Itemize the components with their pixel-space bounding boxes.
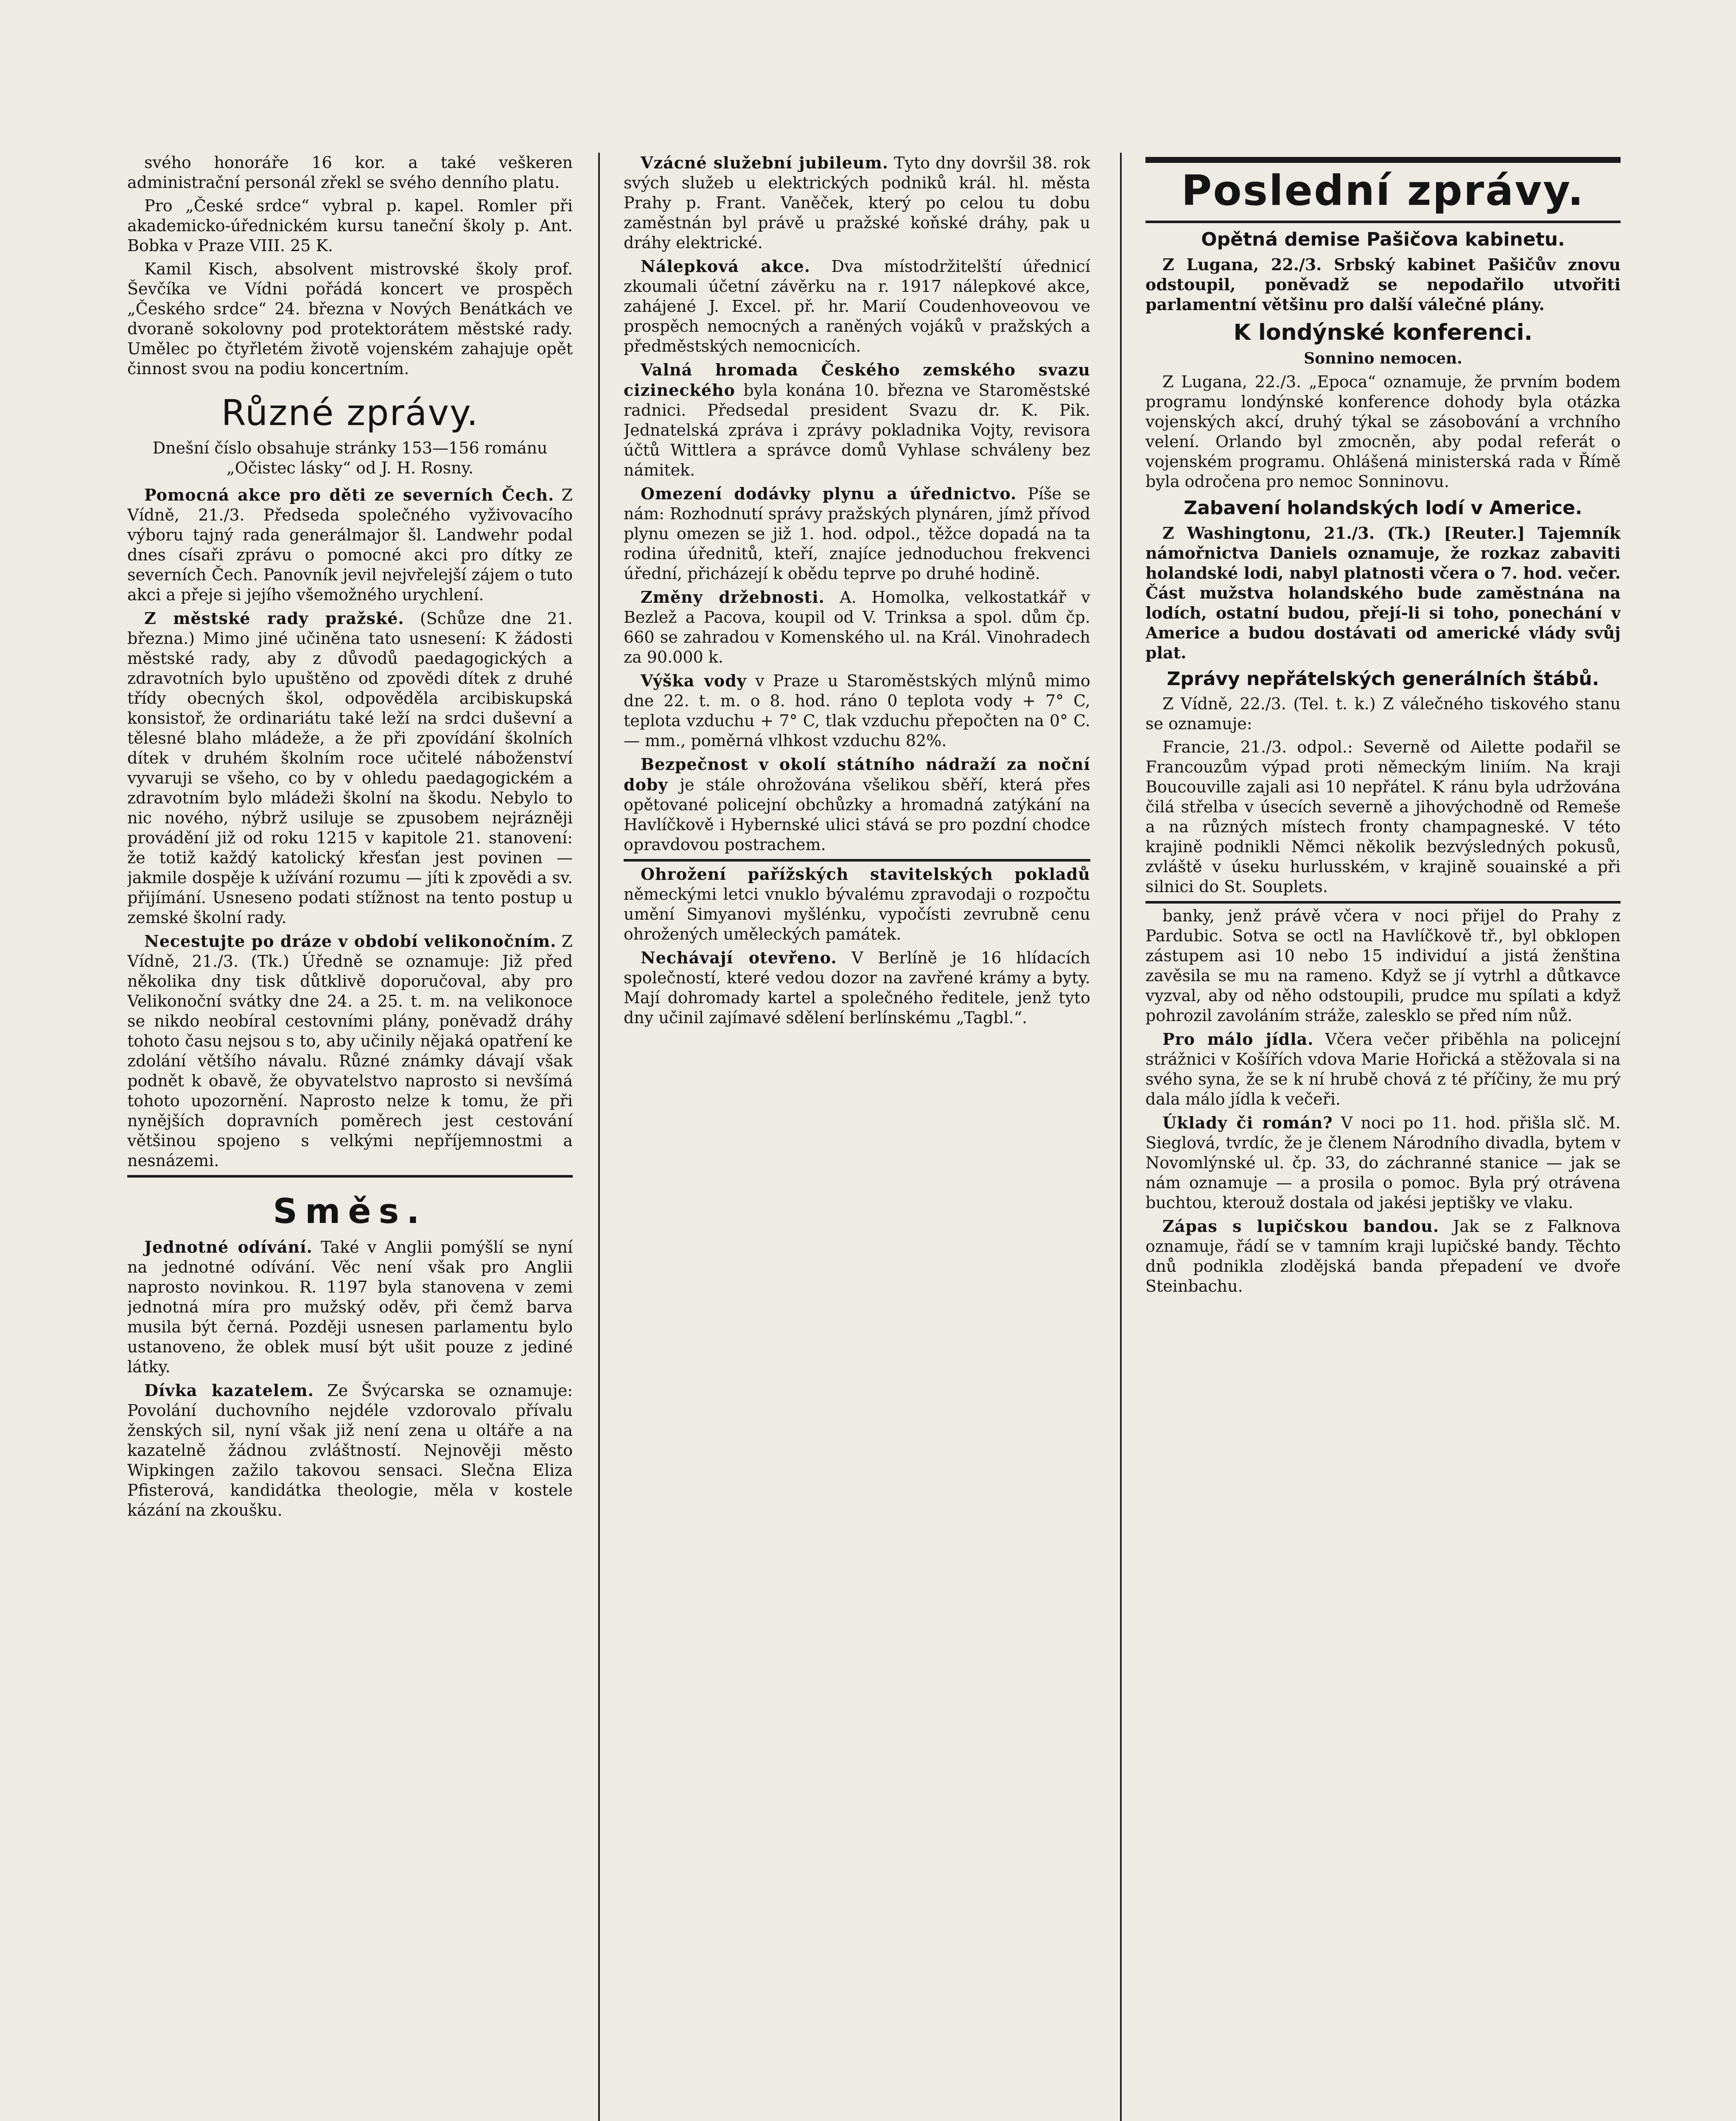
article-lead: Pomocná akce pro děti ze severních Čech. [144, 485, 554, 504]
article-lead: Dívka kazatelem. [144, 1381, 314, 1400]
article-text: Francie, 21./3. odpol.: Severně od Ailette podařil se Francouzům výpad proti německým liniím. Na kraji Boucouville zajali asi 10 nepřátel. K ránu byla udržována čilá střelba v úsecích severně a jihovýchodně od Remeše a na různých místech fronty champagneské. V této krajině podnikli Němci několik bezvýsledných pokusů, zvláště v úseku hurlusském, v krajině souainské a při silnici do St. Souplets. [1145, 738, 1621, 896]
section-divider [624, 859, 1090, 862]
section-intro: Dnešní číslo obsahuje stránky 153—156 románu „Očistec lásky“ od J. H. Rosny. [152, 439, 548, 477]
article-text: Dva místodržitelští úřednicí zkoumali účetní závěrku na r. 1917 nálepkové akce, zahájené J. Excel. př. hr. Marií Coudenhoveovou ve prospěch nemocných a raněných vojáků v pražských a předměstských nemocnicích. [624, 257, 1090, 355]
article [624, 754, 1090, 855]
article-lead: Bezpečnost v okolí státního nádraží za noční doby [624, 755, 1090, 794]
article [624, 484, 1090, 584]
article-lead: Úklady či román? [1162, 1113, 1333, 1132]
article [624, 587, 1090, 667]
article [624, 153, 1090, 253]
article-lead: Necestujte po dráze v období velikonočním. [144, 932, 557, 951]
article [624, 948, 1090, 1028]
article [127, 1380, 573, 1520]
article-text: Z Vídně, 22./3. (Tel. t. k.) Z válečného tiskového stanu se oznamuje: [1145, 694, 1621, 733]
article-text: Jak se z Falknova oznamuje, řádí se v tamním kraji lupičské bandy. Těchto dnů podnikla zlodějská banda přepadení ve dvoře Steinbachu. [1145, 1217, 1621, 1296]
article [624, 360, 1090, 480]
article-text: Z Lugana, 22./3. Srbský kabinet Pašičův znovu odstoupil, poněvadž se nepodařilo utvořiti parlamentní většinu pro další válečné plány. [1145, 255, 1621, 314]
article-lead: Pro málo jídla. [1162, 1030, 1314, 1049]
article [1145, 1216, 1621, 1296]
article [127, 608, 573, 928]
article-lead: Jednotné odívání. [144, 1237, 313, 1256]
column-2 [624, 153, 1090, 2121]
article-lead: Nálepková akce. [641, 257, 811, 276]
section-title-ruzne: Různé zprávy. [221, 392, 479, 434]
article-text: Ze Švýcarska se oznamuje: Povolání duchovního nejdéle vzdorovalo přívalu ženských sil, nyní však již není zena u oltáře a na kazatelně žádnou zvláštností. Nejnověji město Wipkingen zažilo takovou sensaci. Slečna Eliza Pfisterová, kandidátka theologie, měla v kostele kázání na zkoušku. [127, 1381, 573, 1519]
article-text: V Berlíně je 16 hlídacích společností, které vedou dozor na zavřené krámy a byty. Mají dohromady kartel a společného ředitele, jenž tyto dny učinil zajímavé sdělení berlínskému „Tagbl.“. [624, 949, 1090, 1027]
paragraph: Pro „České srdce“ vybral p. kapel. Romler při akademicko-úřednickém kursu taneční školy p. Ant. Bobka v Praze VIII. 25 K. [127, 196, 573, 255]
article [1145, 1113, 1621, 1213]
article-text: německými letci vnuklo bývalému zpravodaji o rozpočtu umění Simyanovi myšlénku, vypočísti zevrubně cenu ohrožených uměleckých památek. [624, 885, 1090, 943]
headline: K londýnské konferenci. [1233, 320, 1533, 345]
article-lead: Vzácné služební jubileum. [641, 153, 889, 172]
section-divider [127, 1175, 573, 1178]
article-text: Z Washingtonu, 21./3. (Tk.) [Reuter.] Tajemník námořnictva Daniels oznamuje, že rozkaz zabaviti holandské lodi, nabyl platnosti včera o 7. hod. večer. Část mužstva holandského bude zaměstnána na lodích, ostatní budou, přejí-li si toho, ponechání v Americe a budou dostávati od americké vlády svůj plat. [1145, 523, 1621, 662]
paragraph: Kamil Kisch, absolvent mistrovské školy prof. Ševčíka ve Vídni pořádá koncert ve prospěch „Českého srdce“ 24. března v Nových Benátkách ve dvoraně sokolovny pod protektorátem městské rady. Umělec po čtyřletém životě vojenském zahajuje opět činnost svou na podiu koncertním. [127, 260, 573, 378]
article-lead: Nechávají otevřeno. [641, 948, 837, 967]
article-text: banky, jenž právě včera v noci přijel do Prahy z Pardubic. Sotva se octl na Havlíčkově tř., byl obklopen zástupem asi 10 nebo 15 individuí a jistá ženština zavěsila se mu na rameno. Když se jí vytrhl a důtkavce vyzval, aby od něho odstoupili, prudce mu spílati a když pohrozil zavoláním stráže, zalesklo se před ním nůž. [1145, 907, 1621, 1025]
article-text: Z Lugana, 22./3. „Epoca“ oznamuje, že prvním bodem programu londýnské konference dohody byla otázka vojenských akcí, druhý týkal se zásobování a vrchního velení. Orlando byl zmocněn, aby podal referát o vojenském programu. Ohlášená ministerská rada v Římě byla odročena pro nemoc Sonninovu. [1145, 372, 1621, 491]
headline: Opětná demise Pašičova kabinetu. [1201, 229, 1565, 250]
article-text: Z Vídně, 21./3. Předseda společného vyživovacího výboru tajný rada generálmajor šl. Landwehr podal dnes císaři zprávu o pomocné akci pro dítky ze severních Čech. Panovník jevil nejvřelejší zájem o tuto akci a přeje si jejího všemožného urychlení. [127, 486, 573, 604]
article [127, 1237, 573, 1377]
article [624, 864, 1090, 944]
article [1145, 906, 1621, 1026]
article-lead: Valná hromada Českého zemského svazu cizineckého [624, 360, 1090, 400]
article-text: Tyto dny dovršil 38. rok svých služeb u elektrických podniků král. hl. města Prahy p. Frant. Vaněček, který po celou tu dobu zaměstnán byl právě u pražské koňské dráhy, pak u dráhy elektrické. [624, 154, 1090, 252]
masthead-posledni-zpravy: Poslední zprávy. [1181, 167, 1585, 215]
headline: Zabavení holandských lodí v Americe. [1184, 497, 1582, 519]
article-lead: Změny držebnosti. [641, 588, 825, 607]
article-text: A. Homolka, velkostatkář v Bezlež a Pacova, koupil od V. Trinksa a spol. dům čp. 660 se zahradou v Komenského ul. na Král. Vinohradech za 90.000 k. [624, 588, 1090, 666]
article [624, 671, 1090, 751]
masthead-bar-bottom [1145, 221, 1621, 223]
article-lead: Zápas s lupičskou bandou. [1162, 1217, 1439, 1236]
article-lead: Z městské rady pražské. [144, 609, 404, 628]
article-lead: Omezení dodávky plynu a úřednictvo. [641, 484, 1017, 503]
column-3 [1145, 153, 1621, 2121]
article [1145, 1029, 1621, 1109]
article-text: v Praze u Staroměstských mlýnů mimo dne 22. t. m. o 8. hod. ráno 0 teplota vody + 7° C, teplota vzduchu + 7° C, tlak vzduchu přepočten na 0° C. — mm., poměrná vlhkost vzduchu 82%. [624, 672, 1090, 750]
column-rule-1 [598, 153, 600, 2121]
article-lead: Ohrožení pařížských stavitelských pokladů [641, 865, 1090, 884]
section-title-smes: Směs. [273, 1192, 427, 1231]
headline: Zprávy nepřátelských generálních štábů. [1167, 668, 1599, 690]
subheadline: Sonnino nemocen. [1304, 350, 1462, 367]
section-divider [1145, 901, 1621, 904]
article-text: byla konána 10. března ve Staroměstské radnici. Předsedal president Svazu dr. K. Pik. Jednatelská zpráva i zprávy pokladnika Vojty, revisora účtů Wittlera a správce domů Vyhlase schváleny bez námitek. [624, 381, 1090, 479]
paragraph: svého honoráře 16 kor. a také veškeren administrační personál zřekl se svého denního platu. [127, 153, 573, 192]
article-text: (Schůze dne 21. března.) Mimo jiné učiněna tato usnesení: K žádosti městské rady, aby z důvodů paedagogických a zdravotních bylo upuštěno od zpovědi dítek z druhé třídy obecných škol, odpověděla arcibiskupská konsistoř, že ordinariátu také leží na srdci duševní a tělesné blaho mládeže, a že při zpovídání školních dítek v druhém školním roce učitelé náboženství vyvaruji se všeho, co by v ohledu paedagogickém a zdravotním bylo mládeži školní na škodu. Nebylo to nic nového, nýbrž usiluje se zpusobem nejrázněji provádění již od roku 1215 v kapitole 21. stanovení: že totiž každý katolický křesťan jest povinen — jakmile dospěje k užívání rozumu — jíti k zpovědi a sv. přijímání. Usneseno podati stížnost na tento postup u zemské školní rady. [127, 609, 573, 927]
article [624, 256, 1090, 356]
article-text: Z Vídně, 21./3. (Tk.) Úředně se oznamuje: Již před několika dny tisk důtklivě doporučoval, aby pro Velikonoční svátky dne 24. a 25. t. m. na velikonoce se nikdo neobíral cestovními plány, poněvadž dráhy tohoto času nejsou s to, aby učinily nějaká opatření ke zdolání většího návalu. Různé známky dávají však podnět k obavě, že obyvatelstvo naprosto si nevšímá tohoto upozornění. Naprosto nelze k tomu, že při nynějších dopravních poměrech jest cestování většinou spojeno s velkými nepříjemnostmi a nesnázemi. [127, 932, 573, 1170]
article [127, 931, 573, 1171]
article-lead: Výška vody [641, 671, 747, 690]
article-text: V noci po 11. hod. přišla slč. M. Sieglová, tvrdíc, že je členem Národního divadla, bytem v Novomlýnské ul. čp. 33, do záchranné stanice — jak se nám oznamuje — a prosila o pomoc. Byla prý otrávena buchtou, kterouž dostala od jakési jeptišky ve vlaku. [1145, 1114, 1621, 1212]
article-text: je stále ohrožována všelikou sběří, která přes opětované policejní obchůzky a hromadná zatýkání na Havlíčkově i Hybernské ulici stává se pro pozdní chodce opravdovou postrachem. [624, 775, 1090, 854]
article-text: Píše se nám: Rozhodnutí správy pražských plynáren, jímž přívod plynu omezen se již 1. hod. odpol., těžce dopadá na ta rodina úřednitů, kteří, znajíce jednoduchou frekvenci úřední, přicházejí k obědu teprve po druhé hodině. [624, 484, 1090, 583]
masthead-bar-top [1145, 157, 1621, 163]
column-1 [127, 153, 573, 2121]
article [127, 485, 573, 605]
article-text: Včera večer přiběhla na policejní strážnici v Košířích vdova Marie Hořická a stěžovala si na svého syna, že se k ní hrubě chová z té příčiny, že mu prý dala málo jídla k večeři. [1145, 1030, 1621, 1108]
column-rule-2 [1120, 153, 1122, 2121]
article-text: Také v Anglii pomýšlí se nyní na jednotné odívání. Věc není však pro Anglii naprosto novinkou. R. 1197 byla stanovena v zemi jednotná míra pro mužský oděv, při čemž barva musila být černá. Později usnesen parlamentu bylo ustanoveno, že oblek musí být ušit pouze z jediné látky. [127, 1238, 573, 1376]
